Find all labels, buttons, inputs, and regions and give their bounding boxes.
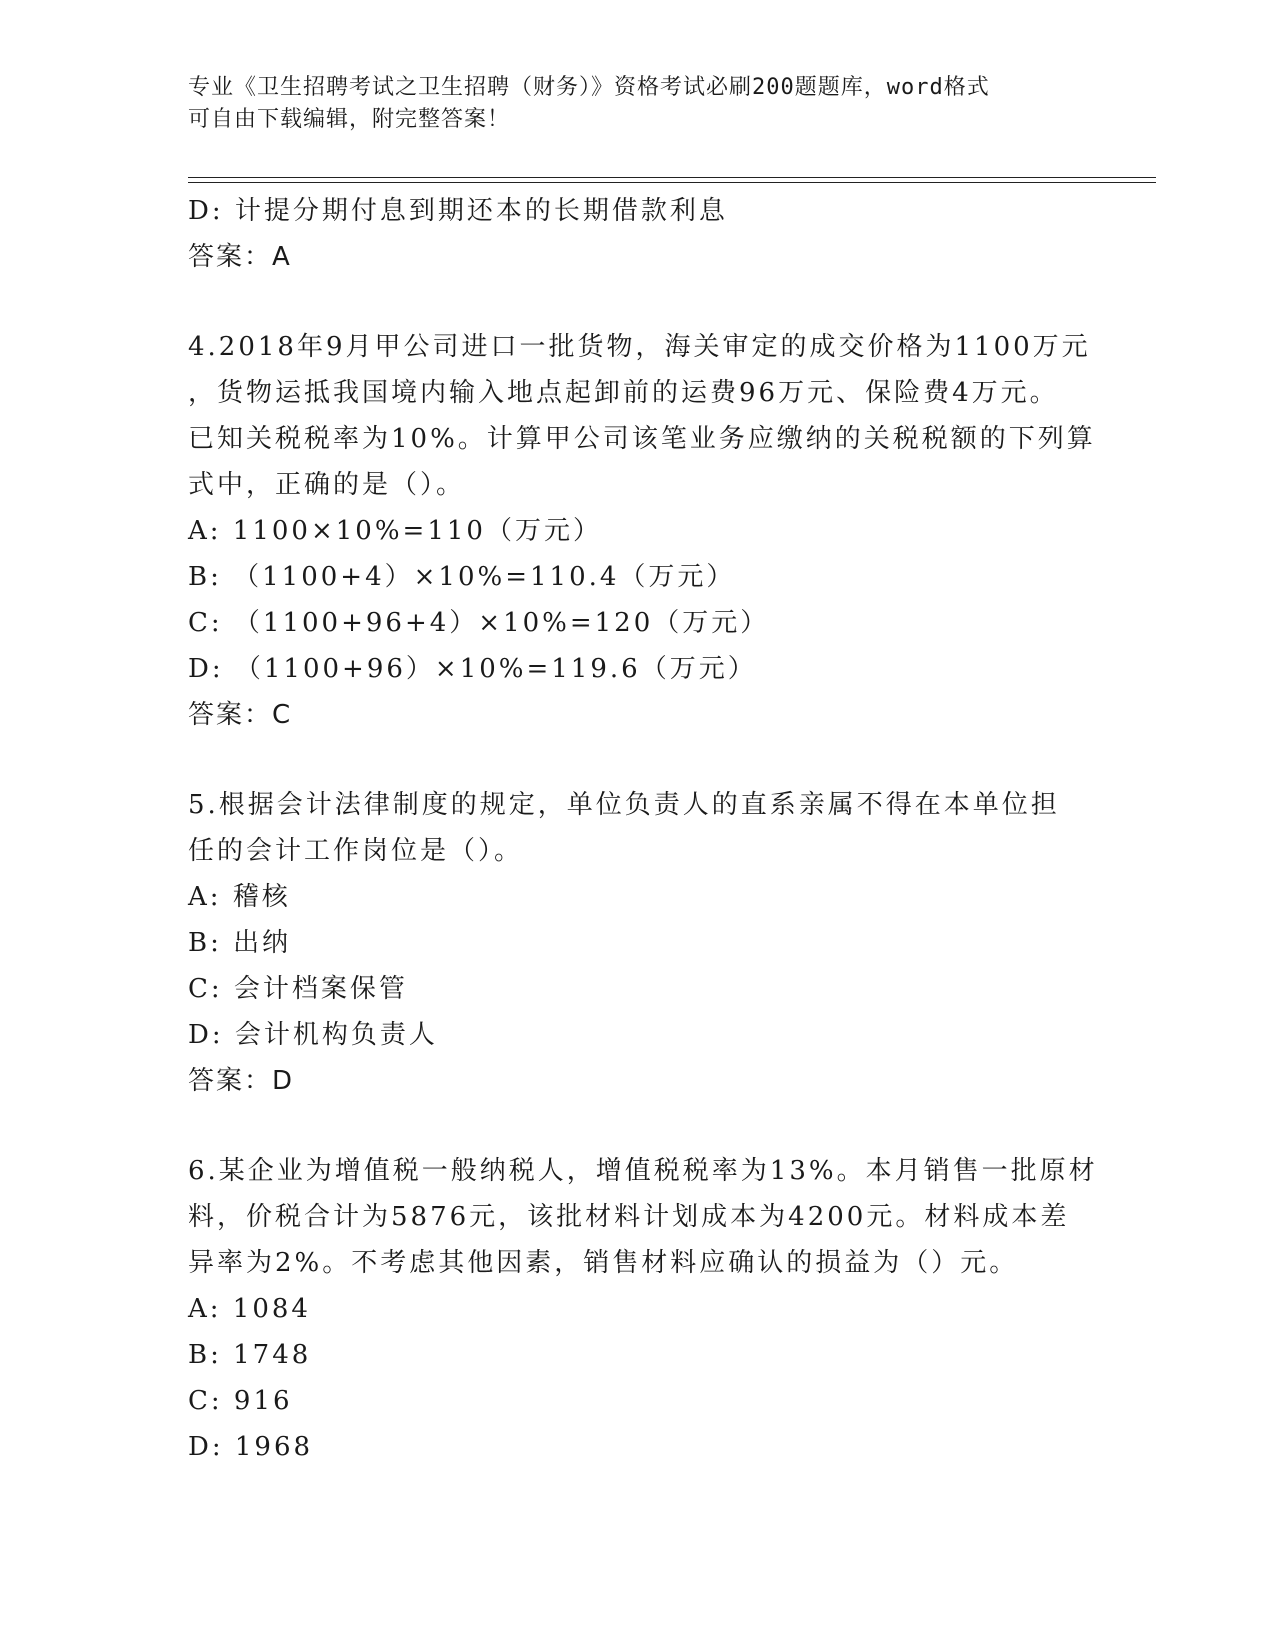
header-divider-bottom <box>188 182 1156 183</box>
option-b: B: 出纳 <box>188 928 292 958</box>
question-line: 已知关税税率为10%。计算甲公司该笔业务应缴纳的关税税额的下列算 <box>188 424 1096 454</box>
question-line: ，货物运抵我国境内输入地点起卸前的运费96万元、保险费4万元。 <box>188 378 1059 408</box>
option-d: D: 1968 <box>188 1432 314 1462</box>
question-text <box>188 324 1096 508</box>
question-text <box>188 782 1088 874</box>
question-4 <box>188 324 1096 738</box>
question-6 <box>188 1148 1098 1470</box>
document-header <box>188 72 1068 136</box>
option-b: B: （1100+4）×10%=110.4（万元） <box>188 562 736 592</box>
answer: 答案：A <box>188 242 292 272</box>
question-text <box>188 1148 1098 1286</box>
option-c: C: （1100+96+4）×10%=120（万元） <box>188 608 770 638</box>
option-d: D: 会计机构负责人 <box>188 1020 438 1050</box>
previous-question-tail <box>188 188 1088 280</box>
question-5 <box>188 782 1088 1104</box>
option-d: D: 计提分期付息到期还本的长期借款利息 <box>188 196 728 226</box>
document-body <box>188 188 1098 1470</box>
question-line: 任的会计工作岗位是（）。 <box>188 836 524 866</box>
question-line: 6.某企业为增值税一般纳税人，增值税税率为13%。本月销售一批原材 <box>188 1156 1098 1186</box>
question-line: 异率为2%。不考虑其他因素，销售材料应确认的损益为（）元。 <box>188 1248 1019 1278</box>
header-line-1: 专业《卫生招聘考试之卫生招聘（财务）》资格考试必刷200题题库，word格式 <box>188 75 990 100</box>
option-a: A: 稽核 <box>188 882 291 912</box>
option-a: A: 1084 <box>188 1294 311 1324</box>
header-divider-top <box>188 177 1156 178</box>
option-d: D: （1100+96）×10%=119.6（万元） <box>188 654 757 684</box>
option-a: A: 1100×10%=110（万元） <box>188 516 602 546</box>
option-c: C: 916 <box>188 1386 293 1416</box>
question-line: 4.2018年9月甲公司进口一批货物，海关审定的成交价格为1100万元 <box>188 332 1091 362</box>
header-line-2: 可自由下载编辑，附完整答案！ <box>188 107 511 132</box>
answer: 答案：D <box>188 1066 295 1096</box>
question-line: 料，价税合计为5876元，该批材料计划成本为4200元。材料成本差 <box>188 1202 1070 1232</box>
option-b: B: 1748 <box>188 1340 312 1370</box>
answer: 答案：C <box>188 700 293 730</box>
option-c: C: 会计档案保管 <box>188 974 408 1004</box>
question-line: 5.根据会计法律制度的规定，单位负责人的直系亲属不得在本单位担 <box>188 790 1060 820</box>
question-line: 式中，正确的是（）。 <box>188 470 466 500</box>
